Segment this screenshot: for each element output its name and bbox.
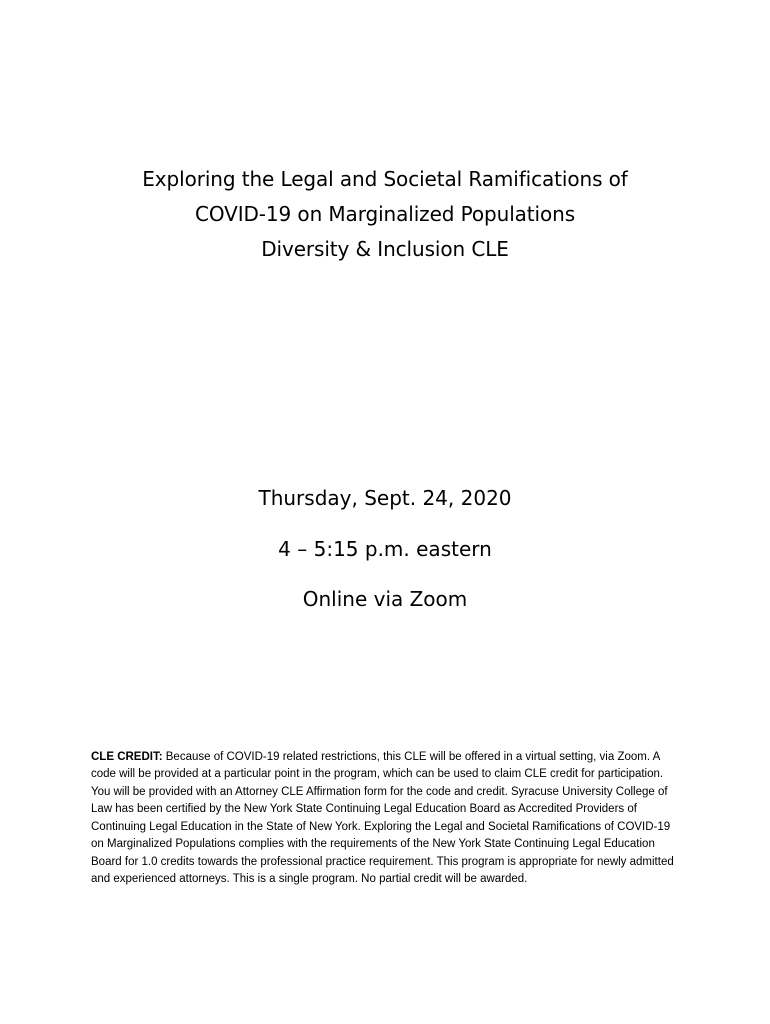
title-line-1: Exploring the Legal and Societal Ramifications of (142, 167, 628, 191)
event-date: Thursday, Sept. 24, 2020 (258, 486, 512, 510)
event-location: Online via Zoom (302, 587, 468, 611)
cle-credit-paragraph (91, 749, 681, 889)
document-title (0, 162, 770, 267)
event-time: 4 – 5:15 p.m. eastern (278, 537, 492, 561)
title-line-3: Diversity & Inclusion CLE (261, 237, 509, 261)
cle-credit-label: CLE CREDIT: (91, 750, 163, 763)
cle-credit-text: Because of COVID-19 related restrictions, this CLE will be offered in a virtual setting, via Zoom. A code will be provided at a particular point in the program, which can be used to claim CLE credit for participation. You will be provided with an Attorney CLE Affirmation form for the code and credit. Syracuse University College of Law has been certified by the New York State Continuing Legal Education Board as Accredited Providers of Continuing Legal Education in the State of New York. Exploring the Legal and Societal Ramifications of COVID-19 on Marginalized Populations complies with the requirements of the New York State Continuing Legal Education Board for 1.0 credits towards the professional practice requirement. This program is appropriate for newly admitted and experienced attorneys. This is a single program. No partial credit will be awarded. (91, 750, 674, 885)
title-line-2: COVID-19 on Marginalized Populations (194, 202, 576, 226)
